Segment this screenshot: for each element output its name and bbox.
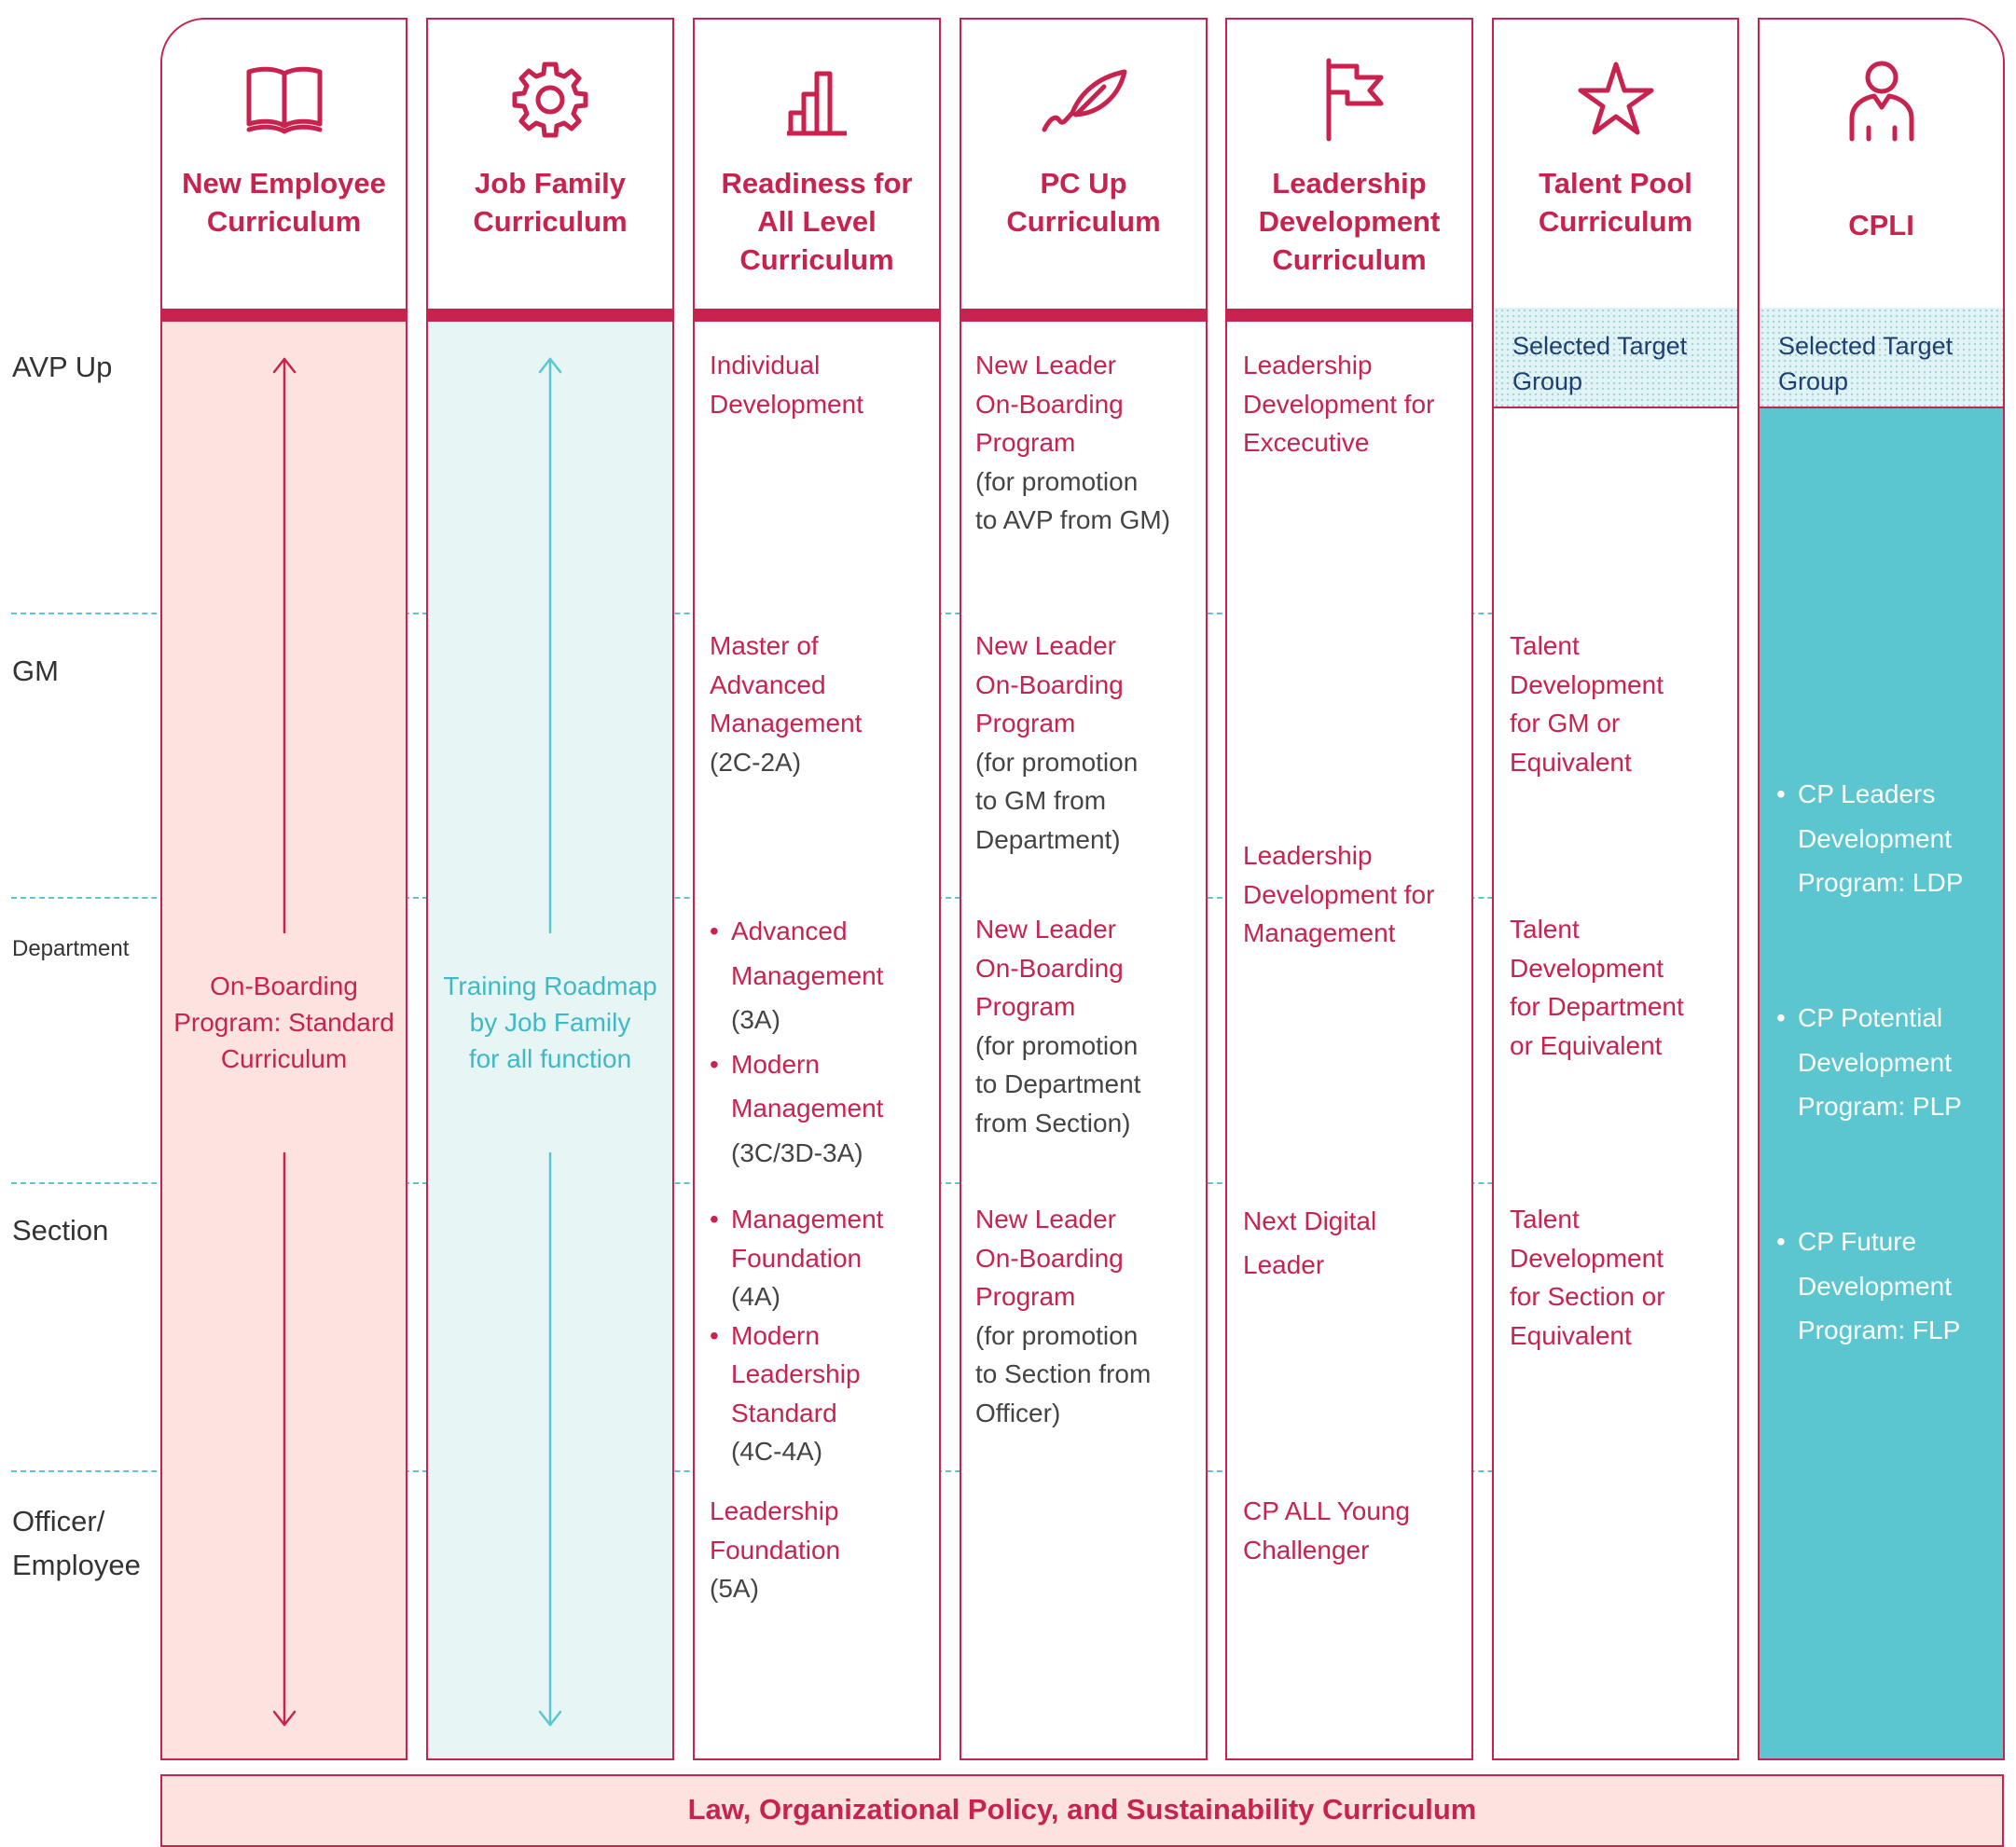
talent-development-gm: Talent Development for GM or Equivalent [1510, 631, 1664, 777]
readiness-leadership-foundation: Leadership Foundation (5A) [710, 1496, 841, 1603]
column-title-talent-pool: Talent Pool Curriculum [1538, 167, 1693, 238]
header-bar [960, 309, 1208, 322]
open-book-icon [240, 53, 329, 143]
row-label-officer: Officer/ [12, 1505, 105, 1537]
cpli-flp: • CP Future Development Program: FLP [1776, 1220, 1960, 1353]
pcup-gm-program: New Leader On-Boarding Program (for promotion to GM from Department) [975, 631, 1139, 854]
talent-pool-selected-target-group: Selected Target Group [1494, 308, 1737, 408]
onboarding-program-text: On-Boarding Program: Standard Curriculum [173, 972, 394, 1073]
bar-chart-icon [772, 53, 862, 143]
row-label-section: Section [12, 1214, 109, 1247]
pcup-department-program: New Leader On-Boarding Program (for promotion to Department from Section) [975, 915, 1141, 1137]
column-title-pc-up: PC Up Curriculum [1006, 167, 1161, 238]
row-label-avp-up: AVP Up [12, 351, 113, 383]
column-pc-up [960, 18, 1208, 1760]
column-title-new-employee: New Employee Curriculum [182, 167, 386, 238]
pcup-section-program: New Leader On-Boarding Program (for promotion to Section from Officer) [975, 1205, 1152, 1427]
readiness-master-advanced-management: Master of Advanced Management (2C-2A) [710, 631, 863, 777]
readiness-section-programs: • Management Foundation (4A) • Modern Leadership Standard (4C-4A) [710, 1200, 883, 1471]
leadership-executive: Leadership Development for Excecutive [1243, 351, 1435, 457]
readiness-individual-development: Individual Development [710, 351, 863, 419]
header-bar [1225, 309, 1473, 322]
footer-curriculum-banner: Law, Organizational Policy, and Sustainability Curriculum [160, 1774, 2004, 1847]
pcup-avp-program: New Leader On-Boarding Program (for promotion to AVP from GM) [975, 351, 1171, 534]
column-title-job-family: Job Family Curriculum [473, 167, 628, 238]
leadership-management: Leadership Development for Management [1243, 841, 1435, 947]
row-label-gm: GM [12, 655, 59, 687]
feather-quill-icon [1039, 53, 1128, 143]
header-bar [160, 309, 407, 322]
cpli-plp: • CP Potential Development Program: PLP [1776, 996, 1962, 1129]
column-title-readiness: Readiness for All Level Curriculum [721, 167, 913, 276]
flag-icon [1305, 53, 1394, 143]
talent-development-department: Talent Development for Department or Equivalent [1510, 915, 1684, 1060]
header-bar [426, 309, 674, 322]
training-roadmap-text: Training Roadmap by Job Family for all function [443, 972, 657, 1073]
talent-development-section: Talent Development for Section or Equivalent [1510, 1205, 1665, 1350]
star-icon [1571, 53, 1661, 143]
header-bar [693, 309, 941, 322]
leadership-young-challenger: CP ALL Young Challenger [1243, 1496, 1411, 1564]
person-icon [1837, 53, 1926, 143]
gear-icon [505, 53, 595, 143]
column-title-leadership-development: Leadership Development Curriculum [1258, 167, 1441, 276]
cpli-ldp: • CP Leaders Development Program: LDP [1776, 772, 1963, 905]
column-talent-pool [1492, 18, 1739, 1760]
row-label-department: Department [12, 936, 130, 961]
row-label-employee: Employee [12, 1549, 141, 1581]
cpli-selected-target-group: Selected Target Group [1760, 308, 2003, 408]
leadership-next-digital-leader: Next Digital Leader [1243, 1206, 1377, 1279]
readiness-department-programs: • Advanced Management (3A) • Modern Management (3C/3D-3A) [710, 909, 883, 1175]
column-title-cpli: CPLI [1848, 209, 1914, 241]
